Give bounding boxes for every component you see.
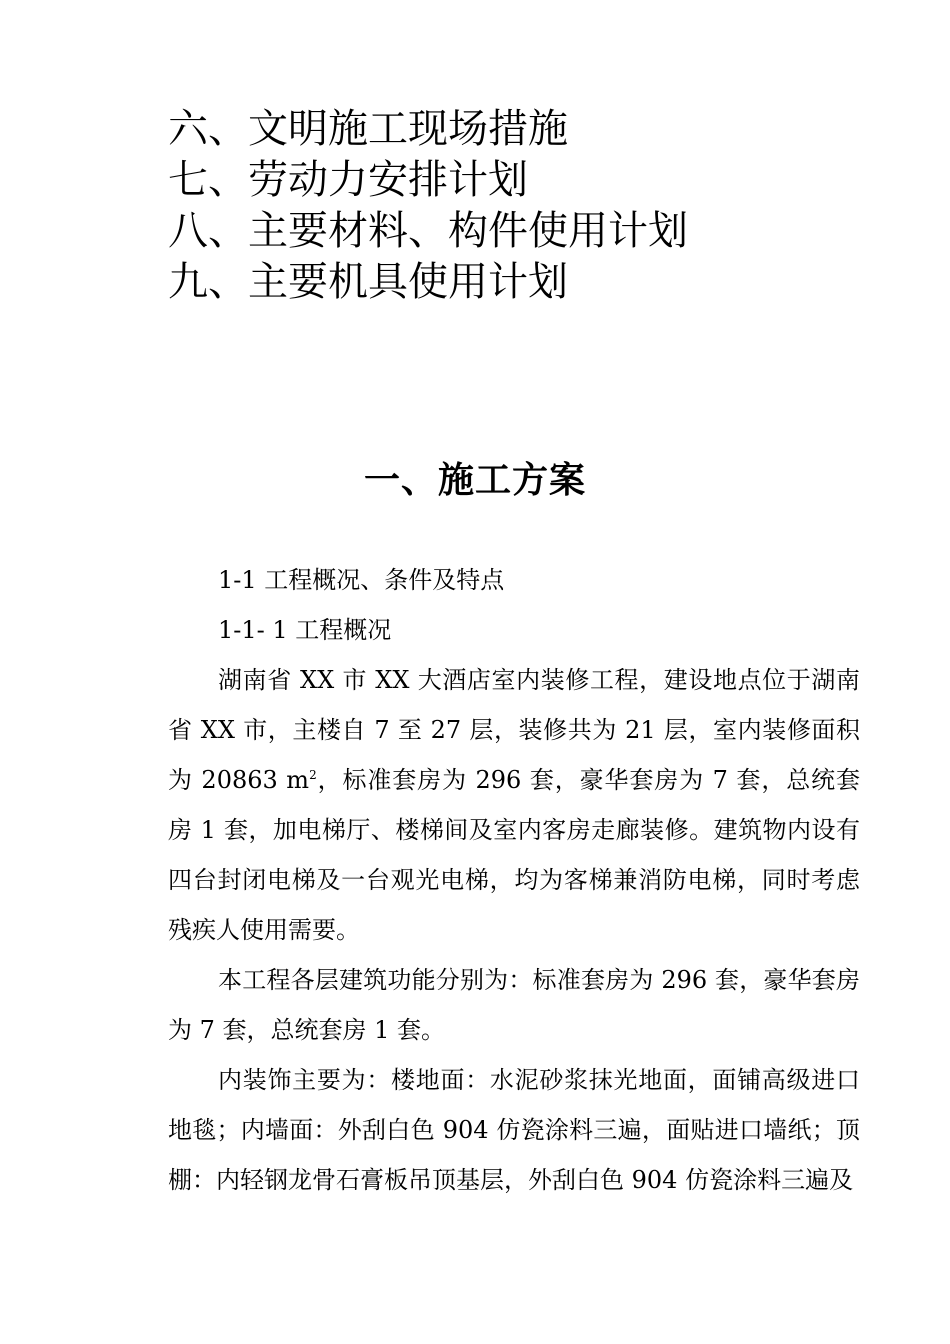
section-title: 一、施工方案 bbox=[363, 459, 586, 501]
paragraph-text: 湖南省 XX 市 XX 大酒店室内装修工程，建设地点位于湖南省 XX 市，主楼自 7 至 27 层，装修共为 21 层，室内装修面积为 20863 m bbox=[168, 666, 860, 794]
toc-item-six: 六、文明施工现场措施 bbox=[168, 106, 568, 152]
toc-item-seven: 七、劳动力安排计划 bbox=[168, 157, 528, 203]
subsection-heading: 1-1 工程概况、条件及特点 bbox=[218, 566, 505, 594]
paragraph-building-functions: 本工程各层建筑功能分别为：标准套房为 296 套，豪华套房为 7 套，总统套房 1 套。 bbox=[168, 966, 860, 1044]
toc-item-nine: 九、主要机具使用计划 bbox=[168, 259, 568, 305]
subsubsection-heading: 1-1- 1 工程概况 bbox=[218, 616, 392, 644]
document-body bbox=[168, 555, 860, 1205]
table-of-contents bbox=[168, 104, 868, 308]
paragraph-interior-decoration: 内装饰主要为：楼地面：水泥砂浆抹光地面，面铺高级进口地毯；内墙面：外刮白色 904 仿瓷涂料三遍，面贴进口墙纸；顶棚：内轻钢龙骨石膏板吊顶基层，外刮白色 904 仿瓷涂料三遍及 bbox=[168, 1066, 860, 1194]
paragraph-text: ，标准套房为 296 套，豪华套房为 7 套，总统套房 1 套，加电梯厅、楼梯间及室内客房走廊装修。建筑物内设有四台封闭电梯及一台观光电梯，均为客梯兼消防电梯，同时考虑残疾人使用需要。 bbox=[168, 766, 860, 944]
unit-superscript: 2 bbox=[309, 768, 317, 782]
paragraph-project-overview bbox=[168, 655, 860, 955]
toc-item-eight: 八、主要材料、构件使用计划 bbox=[168, 208, 688, 254]
